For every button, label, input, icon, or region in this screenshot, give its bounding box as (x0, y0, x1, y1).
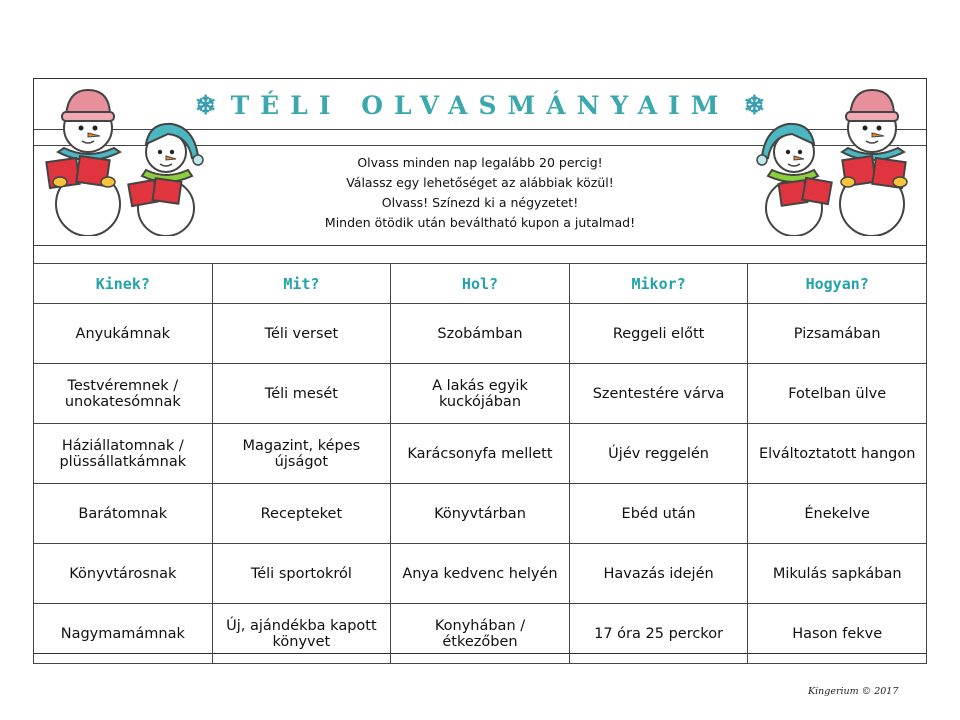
table-cell[interactable]: A lakás egyik kuckójában (391, 364, 570, 424)
instruction-line: Minden ötödik után beváltható kupon a jutalmad! (324, 215, 636, 230)
table-cell[interactable]: Énekelve (748, 484, 927, 544)
table-cell[interactable]: Téli verset (212, 304, 391, 364)
table-row (34, 484, 927, 544)
table-cell[interactable]: Szobámban (391, 304, 570, 364)
column-header: Kinek? (34, 264, 213, 304)
table-cell[interactable]: Téli mesét (212, 364, 391, 424)
credit-footer: Kingerium © 2017 (808, 686, 899, 697)
table-cell[interactable]: Magazint, képes újságot (212, 424, 391, 484)
divider (34, 245, 926, 246)
table-cell[interactable]: Konyhában / étkezőben (391, 604, 570, 664)
table-cell[interactable]: Havazás idején (569, 544, 748, 604)
snowflake-icon: ❄ (743, 91, 766, 121)
table-row (34, 544, 927, 604)
table-cell[interactable]: Reggeli előtt (569, 304, 748, 364)
table-cell[interactable]: Karácsonyfa mellett (391, 424, 570, 484)
snowmen-reading-illustration-right (752, 86, 922, 236)
table-cell[interactable]: Szentestére várva (569, 364, 748, 424)
column-header: Hogyan? (748, 264, 927, 304)
column-header: Mit? (212, 264, 391, 304)
snowman-pink-hat (46, 90, 120, 236)
table-cell[interactable]: Ebéd után (569, 484, 748, 544)
table-row (34, 364, 927, 424)
instruction-line: Olvass minden nap legalább 20 percig! (357, 155, 603, 170)
column-header: Hol? (391, 264, 570, 304)
table-row (34, 424, 927, 484)
table-cell[interactable]: Recepteket (212, 484, 391, 544)
snowmen-reading-illustration-left (38, 86, 208, 236)
table-cell[interactable]: Elváltoztatott hangon (748, 424, 927, 484)
table-cell[interactable]: Háziállatomnak / plüssállatkámnak (34, 424, 213, 484)
table-cell[interactable]: Anyukámnak (34, 304, 213, 364)
snowman-teal-hat (757, 124, 832, 236)
table-cell[interactable]: Könyvtárosnak (34, 544, 213, 604)
instructions (214, 153, 746, 233)
table-cell[interactable]: Hason fekve (748, 604, 927, 664)
table-cell[interactable]: Fotelban ülve (748, 364, 927, 424)
table-cell[interactable]: Téli sportokról (212, 544, 391, 604)
table-cell[interactable]: Pizsamában (748, 304, 927, 364)
table-cell[interactable]: Testvéremnek / unokatesómnak (34, 364, 213, 424)
table-cell[interactable]: Új, ajándékba kapott könyvet (212, 604, 391, 664)
table-cell[interactable]: Mikulás sapkában (748, 544, 927, 604)
table-cell[interactable]: Nagymamámnak (34, 604, 213, 664)
instruction-line: Olvass! Színezd ki a négyzetet! (381, 195, 579, 210)
column-header: Mikor? (569, 264, 748, 304)
table-header-row (34, 264, 927, 304)
reading-table (33, 263, 927, 664)
title-text: TÉLI OLVASMÁNYAIM (230, 91, 730, 120)
instruction-line: Válassz egy lehetőséget az alábbiak közül! (346, 175, 614, 190)
table-row (34, 304, 927, 364)
table-cell[interactable]: Barátomnak (34, 484, 213, 544)
snowflake-icon: ❄ (194, 91, 217, 121)
snowman-teal-hat (128, 124, 203, 236)
snowman-pink-hat (840, 90, 907, 236)
table-cell[interactable]: Újév reggelén (569, 424, 748, 484)
table-cell[interactable]: Könyvtárban (391, 484, 570, 544)
table-cell[interactable]: Anya kedvenc helyén (391, 544, 570, 604)
table-cell[interactable]: 17 óra 25 perckor (569, 604, 748, 664)
table-row (34, 604, 927, 664)
